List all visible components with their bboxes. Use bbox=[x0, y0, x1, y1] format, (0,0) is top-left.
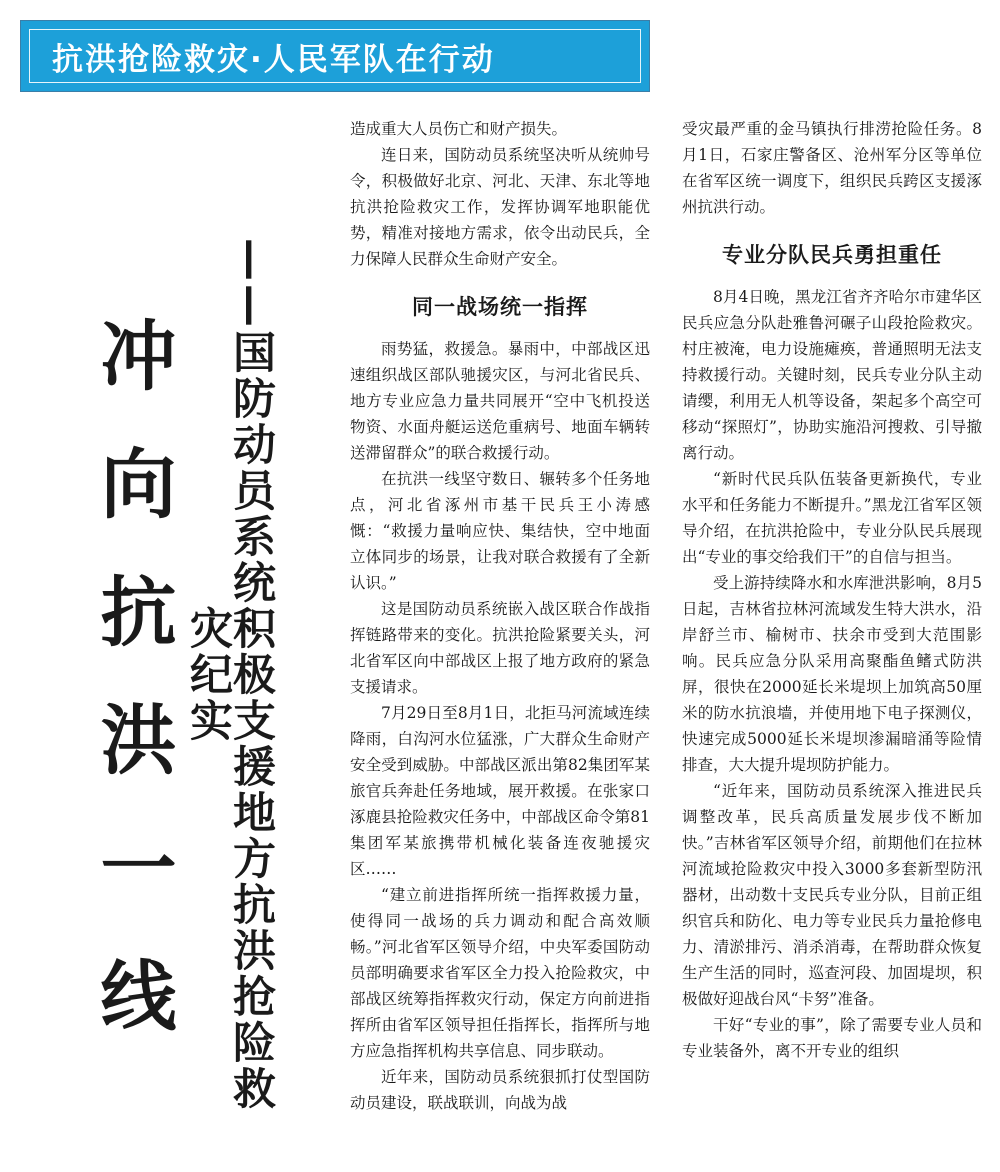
section-heading: 专业分队民兵勇担重任 bbox=[722, 243, 942, 267]
paragraph: 造成重大人员伤亡和财产损失。 bbox=[350, 120, 568, 138]
paragraph: “建立前进指挥所统一指挥救援力量，使得同一战场的兵力调动和配合高效顺畅。”河北省军区领导介绍，中央军委国防动员部明确要求省军区全力投入抢险救灾，中部战区统筹指挥救灾行动，保定方向前进指挥所由省军区领导担任指挥长，指挥所与地方应急指挥机构共享信息、同步联动。 bbox=[350, 886, 650, 1060]
paragraph: 雨势猛，救援急。暴雨中，中部战区迅速组织战区部队驰援灾区，与河北省民兵、地方专业应急力量共同展开“空中飞机投送物资、水面舟艇运送危重病号、地面车辆转送滞留群众”的联合救援行动。 bbox=[350, 340, 650, 462]
paragraph: 连日来，国防动员系统坚决听从统帅号令，积极做好北京、河北、天津、东北等地抗洪抢险救灾工作，发挥协调军地职能优势，精准对接地方需求，依令出动民兵，全力保障人民群众生命财产安全。 bbox=[350, 146, 650, 268]
section-banner bbox=[20, 20, 650, 92]
paragraph: 干好“专业的事”，除了需要专业人员和专业装备外，离不开专业的组织 bbox=[682, 1016, 982, 1060]
paragraph: “新时代民兵队伍装备更新换代，专业水平和任务能力不断提升。”黑龙江省军区领导介绍，在抗洪抢险中，专业分队民兵展现出“专业的事交给我们干”的自信与担当。 bbox=[682, 470, 982, 566]
paragraph: 7月29日至8月1日，北拒马河流域连续降雨，白沟河水位猛涨，广大群众生命财产安全受到威胁。中部战区派出第82集团军某旅官兵奔赴任务地域，展开救援。在张家口涿鹿县抢险救灾任务中，中部战区命令第81集团军某旅携带机械化装备连夜驰援灾区…… bbox=[350, 704, 650, 878]
article-column-2 bbox=[682, 116, 982, 1064]
banner-frame bbox=[29, 29, 641, 83]
banner-title: 抗洪抢险救灾·人民军队在行动 bbox=[52, 41, 495, 78]
paragraph: “近年来，国防动员系统深入推进民兵调整改革，民兵高质量发展步伐不断加快。”吉林省军区领导介绍，前期他们在拉林河流域抢险救灾中投入3000多套新型防汛器材，出动数十支民兵专业分队，目前正组织官兵和防化、电力等专业民兵力量抢修电力、清淤排污、消杀消毒，在帮助群众恢复生产生活的同时，巡查河段、加固堤坝，积极做好迎战台风“卡努”准备。 bbox=[682, 782, 982, 1008]
paragraph: 8月4日晚，黑龙江省齐齐哈尔市建华区民兵应急分队赴雅鲁河碾子山段抢险救灾。村庄被淹，电力设施瘫痪，普通照明无法支持救援行动。关键时刻，民兵专业分队主动请缨，利用无人机等设备，架起多个高空可移动“探照灯”，协助实施沿河搜救、引导撤离行动。 bbox=[682, 288, 982, 462]
section-heading: 同一战场统一指挥 bbox=[412, 295, 588, 319]
paragraph: 受灾最严重的金马镇执行排涝抢险任务。8月1日，石家庄警备区、沧州军分区等单位在省军区统一调度下，组织民兵跨区支援涿州抗洪行动。 bbox=[682, 120, 982, 216]
main-headline: 冲向抗洪一线 bbox=[88, 316, 177, 1084]
paragraph: 近年来，国防动员系统狠抓打仗型国防动员建设，联战联训，向战为战 bbox=[350, 1068, 650, 1112]
paragraph: 在抗洪一线坚守数日、辗转多个任务地点，河北省涿州市基干民兵王小涛感慨：“救援力量响应快、集结快，空中地面立体同步的场景，让我对联合救援有了全新认识。” bbox=[350, 470, 650, 592]
paragraph: 受上游持续降水和水库泄洪影响，8月5日起，吉林省拉林河流域发生特大洪水，沿岸舒兰市、榆树市、扶余市受到大范围影响。民兵应急分队采用高聚酯鱼鳍式防洪屏，很快在2000延长米堤坝上加筑高50厘米的防水抗浪墙，并使用地下电子探测仪，快速完成5000延长米堤坝渗漏暗涌等险情排查，大大提升堤坝防护能力。 bbox=[682, 574, 982, 774]
article-column-1 bbox=[350, 116, 650, 1116]
paragraph: 这是国防动员系统嵌入战区联合作战指挥链路带来的变化。抗洪抢险紧要关头，河北省军区向中部战区上报了地方政府的紧急支援请求。 bbox=[350, 600, 650, 696]
sub-headline: ——国防动员系统积极支援地方抗洪抢险救灾纪实 bbox=[183, 238, 276, 1112]
